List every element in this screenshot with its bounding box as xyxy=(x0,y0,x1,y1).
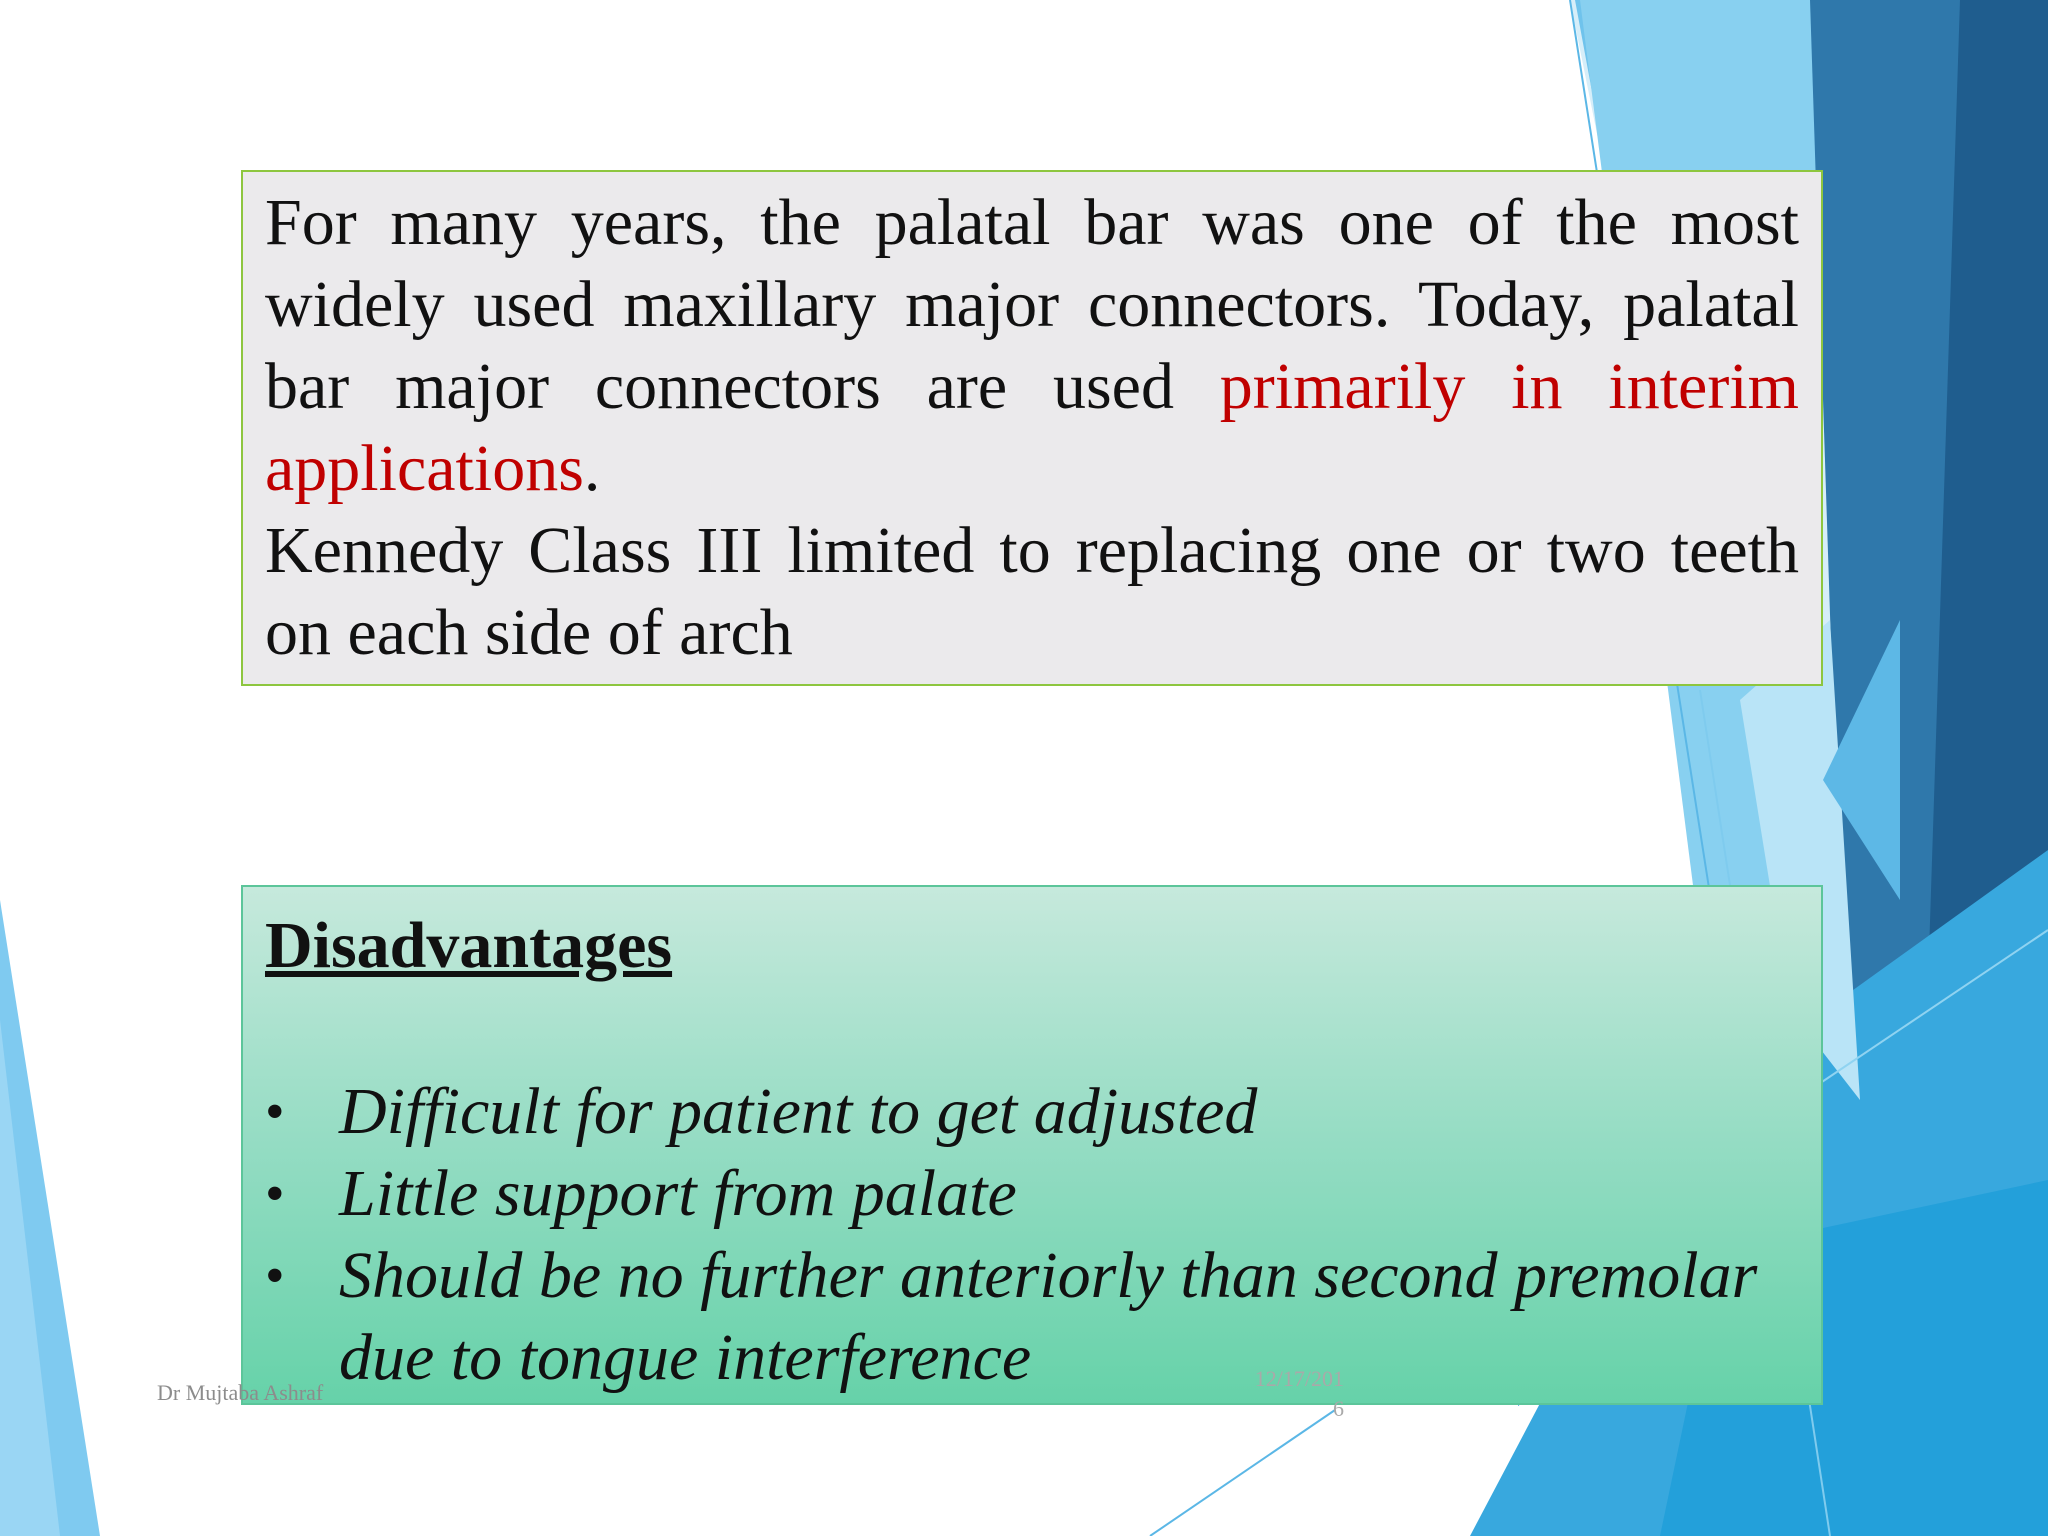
intro-text-box xyxy=(241,170,1823,686)
list-item xyxy=(265,1071,1799,1153)
footer-author: Dr Mujtaba Ashraf xyxy=(157,1380,324,1405)
disadvantages-list xyxy=(265,1071,1799,1399)
footer-date-line1: 12/17/201 xyxy=(1254,1366,1344,1391)
bullet-icon: • xyxy=(265,1081,285,1143)
intro-text: For many years, the palatal bar was one of the most widely used maxillary major connectors. Today, palatal bar major connectors are used xyxy=(265,186,1799,423)
bullet-icon: • xyxy=(265,1245,285,1307)
intro-highlight: primarily in interim applications xyxy=(265,350,1799,505)
intro-paragraph xyxy=(265,182,1799,510)
list-item-text: Difficult for patient to get adjusted xyxy=(339,1075,1258,1148)
footer-date xyxy=(1238,1364,1344,1424)
disadvantages-box xyxy=(241,885,1823,1405)
intro-end: . xyxy=(583,432,601,505)
list-item xyxy=(265,1153,1799,1235)
list-item-text: Little support from palate xyxy=(339,1157,1017,1230)
disadvantages-heading: Disadvantages xyxy=(265,909,673,982)
kennedy-paragraph: Kennedy Class III limited to replacing one or two teeth on each side of arch xyxy=(265,514,1799,669)
footer-date-line2: 6 xyxy=(1333,1396,1344,1421)
list-item-text: Should be no further anteriorly than second premolar due to tongue interference xyxy=(339,1239,1758,1394)
bullet-icon: • xyxy=(265,1163,285,1225)
bg-line-3 xyxy=(1150,1410,1335,1536)
list-item xyxy=(265,1235,1799,1399)
